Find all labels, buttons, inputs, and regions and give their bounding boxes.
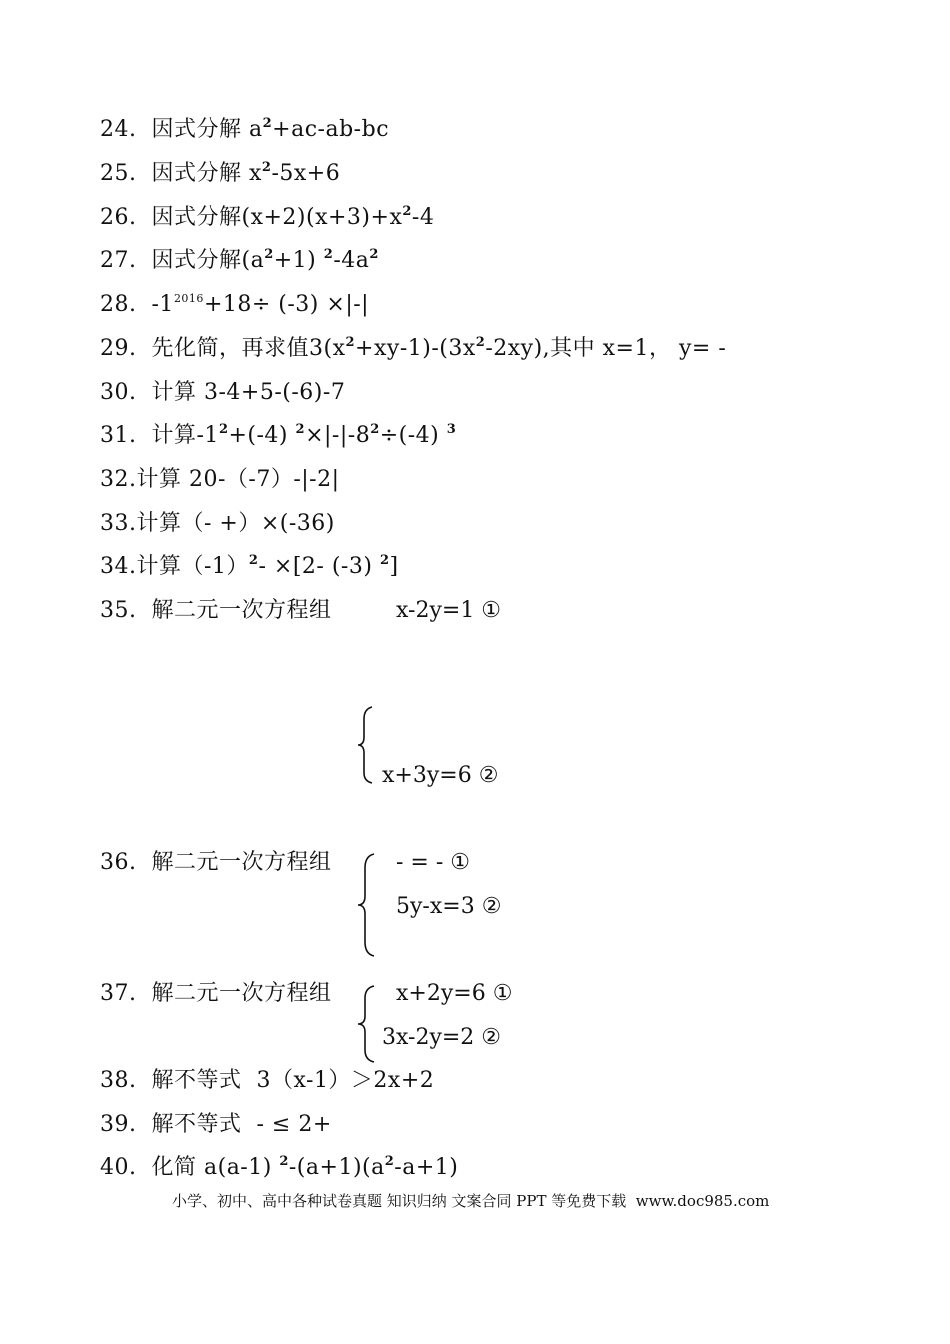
q35-equation-1: x-2y=1 ① [396,598,502,623]
question-35: 35. 解二元一次方程组 [100,598,332,623]
q-num: 24. [100,117,137,142]
question-40: 40. 化简 a(a-1) $^2-(a+1)(a^2-a+1)$ [100,1154,459,1180]
q36-equation-2: 5y-x=3 ② [396,894,502,919]
question-36: 36. 解二元一次方程组 [100,850,332,875]
question-24: 24. 因式分解 $a^2+ac-ab-bc$ [100,116,390,142]
q35-equation-2: x+3y=6 ② [382,763,499,788]
question-34: 34.计算$(-1)^2- \times[2-$ (-3) $^2$] [100,553,399,579]
page-footer: 小学、初中、高中各种试卷真题 知识归纳 文案合同 PPT 等免费下载 www.doc985.com [172,1192,770,1210]
q35-brace [356,705,376,785]
question-26: 26. 因式分解$(x+2)(x+3)+x^2-4$ [100,204,435,230]
q36-equation-1: - = - ① [396,850,471,875]
question-27: 27. 因式分解$(a^2+1)$ $^2-4a^2$ [100,247,379,273]
question-39: 39. 解不等式 - ≤ 2+ [100,1112,332,1137]
question-38: 38. 解不等式 3（x-1）＞2x+2 [100,1068,435,1093]
question-31: 31. 计算$-1^2+(-4)$ $^2\times|-|-8^2\div(-4)$ $^3$ [100,422,457,448]
q36-brace [356,852,378,958]
question-32: 32.计算 20-（-7）-|-2| [100,467,340,492]
question-30: 30. 计算 3-4+5-(-6)-7 [100,380,346,405]
q37-brace [356,984,378,1064]
question-33: 33.计算（- +）×(-36) [100,511,335,536]
question-29: 29. 先化简，再求值$3(x^2+xy-1)-(3x^2-2xy)$,其中 x=1， y= - [100,335,727,361]
q37-equation-2: 3x-2y=2 ② [382,1025,502,1050]
question-25: 25. 因式分解 $x^2-5x+6$ [100,160,341,186]
question-37: 37. 解二元一次方程组 [100,981,332,1006]
question-28: 28. $-1^{2016}+18\div (-3)$ ×|-| [100,292,370,317]
q37-equation-1: x+2y=6 ① [396,981,513,1006]
